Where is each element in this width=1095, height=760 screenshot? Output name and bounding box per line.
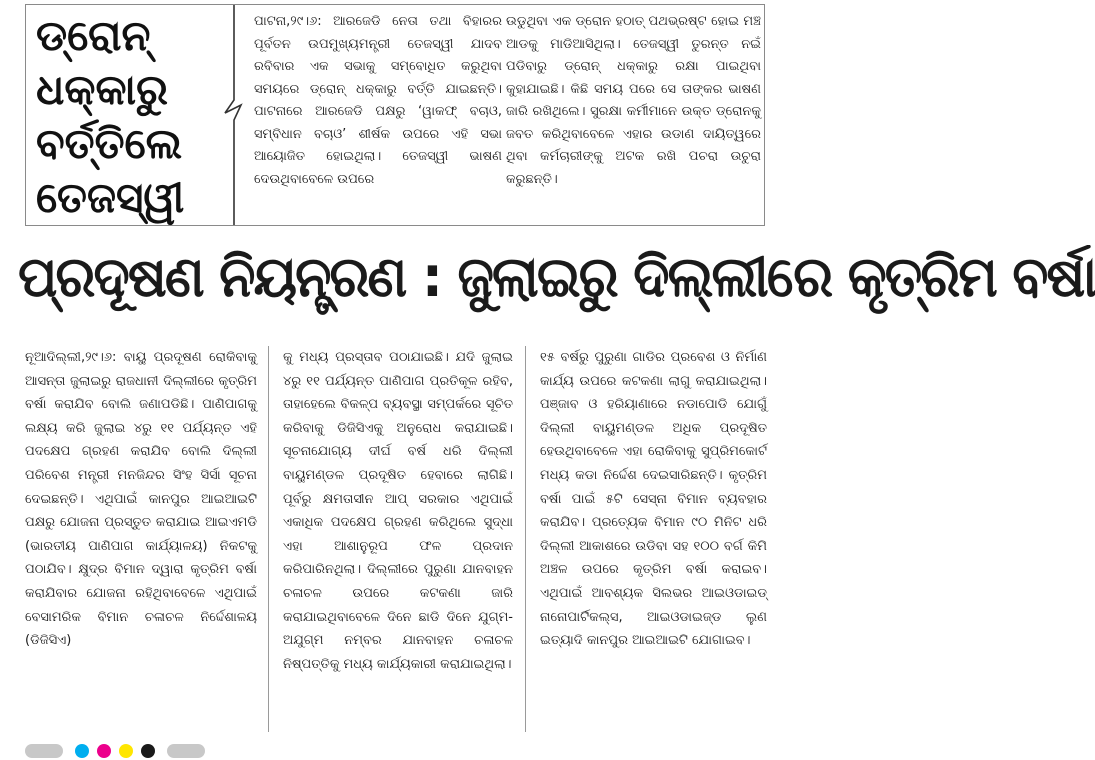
registration-bar-left [25,744,63,758]
main-story-column-1: ନୂଆଦିଲ୍ଲୀ,୨୯।୬: ବାୟୁ ପ୍ରଦୂଷଣ ରୋକିବାକୁ ଆସନ୍ତା ଜୁଲାଇରୁ ରାଜଧାନୀ ଦିଲ୍ଲୀରେ କୃତ୍ରିମ ବର୍ଷା କରାଯିବ ବୋଲି ଜଣାପଡିଛି। ପାଣିପାଗକୁ ଲକ୍ଷ୍ୟ କରି ଜୁଲାଇ ୪ରୁ ୧୧ ପର୍ଯ୍ୟନ୍ତ ଏହି ପଦକ୍ଷେପ ଗ୍ରହଣ କରାଯିବ ବୋଲି ଦିଲ୍ଲୀ ପରିବେଶ ମନ୍ତ୍ରୀ ମନଜିନ୍ଦର ସିଂହ ସିର୍ସା ସୂଚନା ଦେଇଛନ୍ତି। ଏଥିପାଇଁ କାନପୁର ଆଇଆଇଟି ପକ୍ଷରୁ ଯୋଜନା ପ୍ରସ୍ତୁତ କରାଯାଇ ଆଇଏମଡି (ଭାରତୀୟ ପାଣିପାଗ କାର୍ଯ୍ୟାଳୟ) ନିକଟକୁ ପଠାଯିବ। କ୍ଷୁଦ୍ର ବିମାନ ଦ୍ୱାରା କୃତ୍ରିମ ବର୍ଷା କରାଯିବାର ଯୋଜନା ରହିଥିବାବେଳେ ଏଥିପାଇଁ ବେସାମରିକ ବିମାନ ଚଳାଚଳ ନିର୍ଦ୍ଦେଶାଳୟ (ଡିଜିସିଏ) [25,350,257,649]
top-story-headline-line: ଡ୍ରୋନ୍ [36,11,151,60]
main-story-column-3: ୧୫ ବର୍ଷରୁ ପୁରୁଣା ଗାଡିର ପ୍ରବେଶ ଓ ନିର୍ମାଣ କାର୍ଯ୍ୟ ଉପରେ କଟକଣା ଲାଗୁ କରାଯାଇଥିଲା। ପଞ୍ଜାବ ଓ ହରିୟାଣାରେ ନଡାପୋଡି ଯୋଗୁଁ ଦିଲ୍ଲୀ ବାୟୁମଣ୍ଡଳ ଅଧିକ ପ୍ରଦୂଷିତ ହେଉଥିବାବେଳେ ଏହା ରୋକିବାକୁ ସୁପ୍ରିମକୋର୍ଟ ମଧ୍ୟ କଡା ନିର୍ଦ୍ଦେଶ ଦେଇସାରିଛନ୍ତି। କୃତ୍ରିମ ବର୍ଷା ପାଇଁ ୫ଟି ସେସ୍ନା ବିମାନ ବ୍ୟବହାର କରାଯିବ। ପ୍ରତ୍ୟେକ ବିମାନ ୯୦ ମିନିଟ ଧରି ଦିଲ୍ଲୀ ଆକାଶରେ ଉଡିବା ସହ ୧୦୦ ବର୍ଗ କିମି ଅଞ୍ଚଳ ଉପରେ କୃତ୍ରିମ ବର୍ଷା କରାଇବ। ଏଥିପାଇଁ ଆବଶ୍ୟକ ସିଲଭର ଆଇଓଡାଇଡ୍ ନାନୋପାର୍ଟିକଲ୍ସ, ଆଇଓଡାଇଜ୍ଡ ଲୁଣ ଇତ୍ୟାଦି କାନପୁର ଆଇଆଇଟି ଯୋଗାଇବ। [540,350,767,649]
column-rule [268,346,269,732]
top-story-column-1: ପାଟନା,୨୯।୬: ଆରଜେଡି ନେତା ତଥା ବିହାରର ପୂର୍ବତନ ଉପମୁଖ୍ୟମନ୍ତ୍ରୀ ତେଜସ୍ୱୀ ଯାଦବ ରବିବାର ଏକ ସଭାକୁ ସମ୍ବୋଧିତ କରୁଥିବା ସମୟରେ ଡ୍ରୋନ୍ ଧକ୍କାରୁ ବର୍ତ୍ତି ଯାଇଛନ୍ତି। ପାଟନାରେ ଆରଜେଡି ପକ୍ଷରୁ ‘ୱାକଫ୍ ବଚାଓ, ସମ୍ବିଧାନ ବଚାଓ’ ଶୀର୍ଷକ ଉପରେ ଏହି ସଭା ଆୟୋଜିତ ହୋଇଥିଲା। ତେଜସ୍ୱୀ ଭାଷଣ ଦେଉଥିବାବେଳେ ଉପରେ [254,14,502,187]
top-story-headline-line: ବର୍ତ୍ତିଲେ [36,119,183,168]
registration-dot-cyan [75,744,89,758]
main-headline: ପ୍ରଦୂଷଣ ନିୟନ୍ତ୍ରଣ : ଜୁଲାଇରୁ ଦିଲ୍ଲୀରେ କୃତ୍ରିମ ବର୍ଷା [18,245,1095,310]
registration-dot-yellow [119,744,133,758]
main-story-column-2: କୁ ମଧ୍ୟ ପ୍ରସ୍ତାବ ପଠାଯାଇଛି। ଯଦି ଜୁଲାଇ ୪ରୁ ୧୧ ପର୍ଯ୍ୟନ୍ତ ପାଣିପାଗ ପ୍ରତିକୂଳ ରହିବ, ତାହାହେଲେ ବିକଳ୍ପ ବ୍ୟବସ୍ଥା ସମ୍ପର୍କରେ ସୂଚିତ କରିବାକୁ ଡିଜିସିଏକୁ ଅନୁରୋଧ କରାଯାଇଛି। ସୂଚନାଯୋଗ୍ୟ ଦୀର୍ଘ ବର୍ଷ ଧରି ଦିଲ୍ଲୀ ବାୟୁମଣ୍ଡଳ ପ୍ରଦୂଷିତ ହେବାରେ ଲାଗିଛି। ପୂର୍ବରୁ କ୍ଷମତାସୀନ ଆପ୍ ସରକାର ଏଥିପାଇଁ ଏକାଧିକ ପଦକ୍ଷେପ ଗ୍ରହଣ କରିଥିଲେ ସୁଦ୍ଧା ଏହା ଆଶାନୁରୂପ ଫଳ ପ୍ରଦାନ କରିପାରିନଥିଲା। ଦିଲ୍ଲୀରେ ପୁରୁଣା ଯାନବାହନ ଚଳାଚଳ ଉପରେ କଟକଣା ଜାରି କରାଯାଇଥିବାବେଳେ ଦିନେ ଛାଡି ଦିନେ ଯୁଗ୍ମ-ଅଯୁଗ୍ମ ନମ୍ବର ଯାନବାହନ ଚଳାଚଳ ନିଷ୍ପତ୍ତିକୁ ମଧ୍ୟ କାର୍ଯ୍ୟକାରୀ କରାଯାଇଥିଲା। [283,350,513,672]
top-story-column-2: ଉଡୁଥିବା ଏକ ଡ୍ରୋନ ହଠାତ୍ ପଥଭ୍ରଷ୍ଟ ହୋଇ ମଞ୍ଚ ଆଡକୁ ମାଡିଆସିଥିଲା। ତେଜସ୍ୱୀ ତୁରନ୍ତ ନଇଁ ପଡିବାରୁ ଡ୍ରୋନ୍ ଧକ୍କାରୁ ରକ୍ଷା ପାଇଥିବା କୁହାଯାଇଛି। କିଛି ସମୟ ପରେ ସେ ତାଙ୍କର ଭାଷଣ ଜାରି ରଖିଥିଲେ। ସୁରକ୍ଷା କର୍ମୀମାନେ ଉକ୍ତ ଡ୍ରୋନକୁ ଜବତ କରିଥିବାବେଳେ ଏହାର ଉଡାଣ ଦାୟିତ୍ୱରେ ଥିବା କର୍ମଚାରୀଙ୍କୁ ଅଟକ ରଖି ପଚରା ଉଚୁରା କରୁଛନ୍ତି। [506,14,761,187]
top-story-headline [36,9,211,225]
top-story-box [25,4,765,226]
print-registration-marks [25,744,225,760]
registration-dot-magenta [97,744,111,758]
registration-bar-right [167,744,205,758]
column-rule [525,346,526,732]
top-story-headline-line: ଧକ୍କାରୁ [36,65,168,114]
registration-dot-black [141,744,155,758]
column-divider-zigzag [221,5,247,225]
top-story-headline-line: ତେଜସ୍ୱୀ [36,173,185,222]
